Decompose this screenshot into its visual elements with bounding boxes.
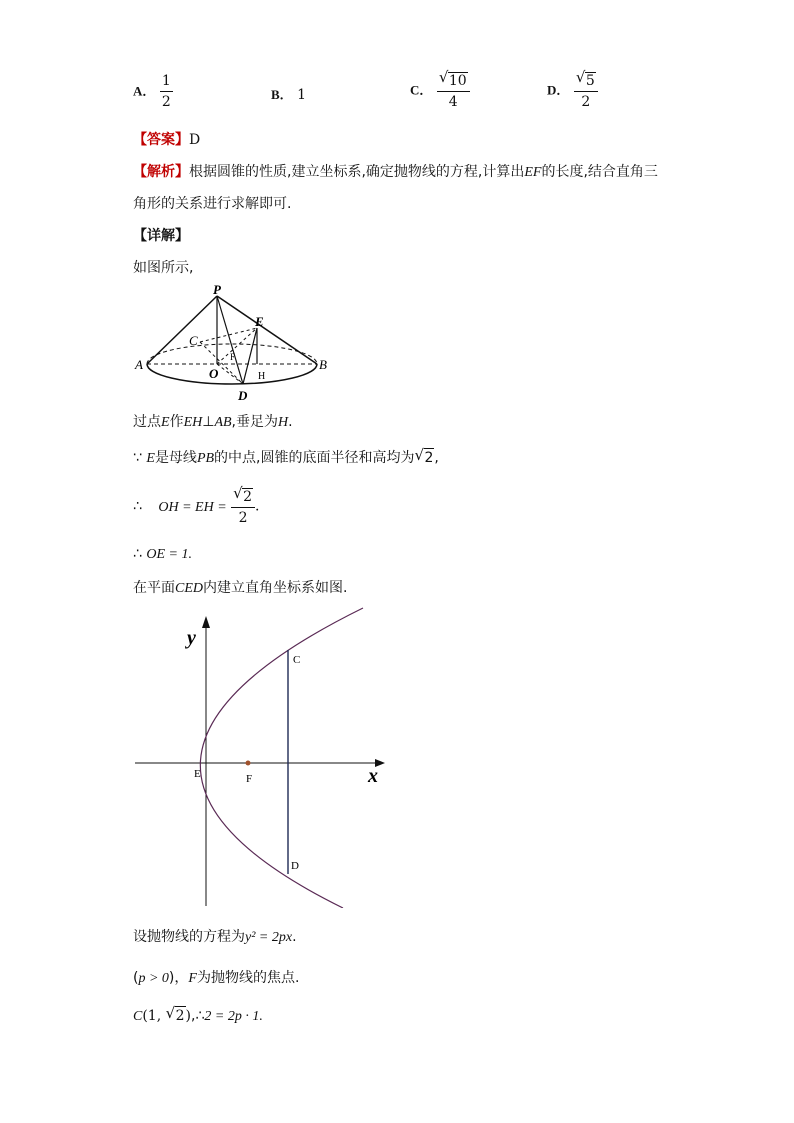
answer-value: D (189, 132, 201, 148)
cone-label-c: C (189, 333, 198, 348)
cone-label-a: A (135, 357, 143, 372)
analysis-line-1 (133, 161, 658, 181)
option-d-den: 2 (581, 94, 591, 110)
analysis-tag: 【解析】 (133, 164, 189, 180)
cone-figure (130, 282, 330, 404)
option-d (547, 68, 598, 110)
step-6: 设抛物线的方程为y² = 2px. (133, 929, 297, 945)
cone-line-od (217, 364, 243, 384)
graph-label-e: E (194, 768, 201, 780)
analysis-line-2: 角形的关系进行求解即可. (133, 196, 292, 212)
option-b-letter: B． (271, 87, 293, 102)
graph-label-x: x (368, 765, 378, 787)
answer-line (133, 129, 200, 149)
step-3: ∴ OH = EH = √ 2 2 . (133, 484, 260, 526)
step-5: 在平面CED内建立直角坐标系如图. (133, 580, 348, 596)
cone-label-f: F (230, 352, 236, 362)
analysis-var-ef: EF (524, 165, 542, 180)
graph-label-d: D (291, 860, 299, 872)
parabola-graph (135, 606, 387, 908)
option-c-letter: C． (410, 82, 433, 98)
option-a-fraction (160, 74, 173, 109)
cone-label-d: D (238, 388, 248, 403)
analysis-text-b: 的长度,结合直角三 (541, 164, 658, 180)
step-2: ∵ E是母线PB的中点,圆锥的底面半径和高均为 √ 2, (133, 446, 439, 466)
graph-label-f: F (246, 773, 253, 785)
cone-label-b: B (319, 357, 327, 372)
option-c (410, 68, 470, 110)
graph-label-c: C (293, 654, 301, 666)
cone-label-o: O (209, 366, 219, 381)
option-b (271, 84, 306, 103)
option-c-num: 10 (448, 73, 467, 89)
option-d-fraction: √ 5 2 (574, 72, 598, 109)
option-b-value: 1 (297, 87, 307, 103)
step-8: C(1, √ 2),∴2 = 2p · 1. (133, 1004, 263, 1024)
graph-label-y: y (187, 627, 196, 649)
parabola-curve (200, 608, 363, 908)
option-d-letter: D． (547, 82, 570, 98)
option-a-num: 1 (160, 74, 173, 92)
option-a-den: 2 (161, 94, 171, 110)
analysis-text-a: 根据圆锥的性质,建立坐标系,确定抛物线的方程,计算出 (189, 164, 525, 180)
cone-label-p: P (213, 282, 221, 297)
option-c-den: 4 (448, 94, 458, 110)
step-1: 过点E作EH⊥AB,垂足为H. (133, 414, 293, 430)
option-c-fraction: √ 10 4 (437, 72, 470, 109)
option-a (133, 74, 173, 109)
cone-label-h: H (258, 371, 266, 382)
step-4: ∴ OE = 1. (133, 546, 192, 562)
option-d-num: 5 (585, 73, 595, 89)
focus-point (246, 761, 251, 766)
answer-tag: 【答案】 (133, 132, 189, 148)
cone-label-e: E (255, 314, 264, 329)
detail-tag: 【详解】 (133, 228, 189, 244)
option-a-letter: A． (133, 83, 156, 99)
cone-line-pd (217, 296, 243, 384)
detail-as-shown: 如图所示, (133, 260, 194, 276)
y-axis-arrow (202, 616, 210, 628)
step-7: (p > 0)，F为抛物线的焦点. (133, 970, 300, 986)
